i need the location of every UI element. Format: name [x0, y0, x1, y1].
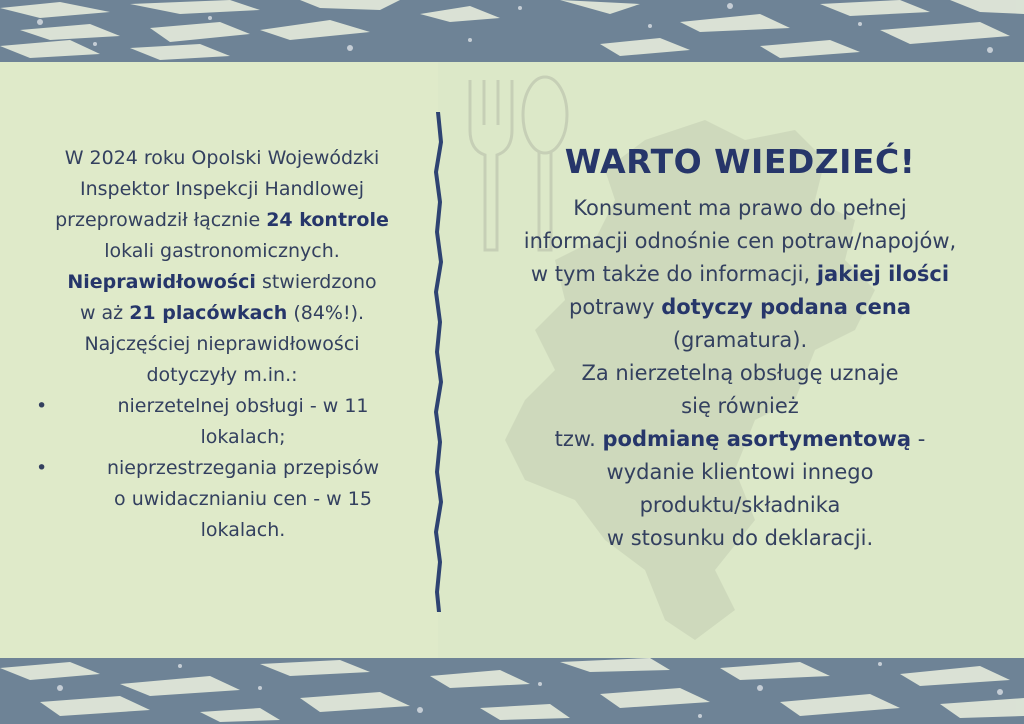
right-line-5: (gramatura). [672, 328, 808, 352]
left-line-2: Inspektor Inspekcji Handlowej [79, 178, 364, 200]
right-line-3: w tym także do informacji, jakiej ilości [530, 262, 950, 286]
right-line-11: w stosunku do deklaracji. [606, 526, 874, 550]
heading-warto-wiedziec: WARTO WIEDZIEĆ! [564, 142, 916, 181]
right-line-10: produktu/składnika [639, 493, 841, 517]
right-line-4: potrawy dotyczy podana cena [569, 295, 911, 319]
right-line-8: tzw. podmianę asortymentową - [554, 427, 926, 451]
kontrole-count: 24 kontrole [266, 209, 389, 231]
list-item: • nieprzestrzegania przepisów o uwidacznianiu cen - w 15 lokalach. [22, 453, 422, 546]
right-line-9: wydanie klientowi innego [606, 460, 874, 484]
left-line-6: w aż 21 placówkach (84%!). [79, 302, 365, 324]
top-grunge-band [0, 0, 1024, 62]
left-text-block [22, 143, 422, 546]
grunge-texture [0, 658, 1024, 724]
bottom-grunge-band [0, 658, 1024, 724]
placowki-count: 21 placówkach [129, 302, 288, 324]
nieprawidlowosci-label: Nieprawidłowości [67, 271, 256, 293]
left-line-5: Nieprawidłowości stwierdzono [67, 271, 377, 293]
left-line-4: lokali gastronomicznych. [104, 240, 340, 262]
right-line-2: informacji odnośnie cen potraw/napojów, [523, 229, 957, 253]
left-line-8: dotyczyły m.in.: [146, 364, 298, 386]
list-item: • nierzetelnej obsługi - w 11 lokalach; [22, 391, 422, 453]
findings-list [22, 391, 422, 546]
grunge-texture [0, 0, 1024, 62]
right-line-6: Za nierzetelną obsługę uznaje [581, 361, 899, 385]
left-line-3: przeprowadził łącznie 24 kontrole [55, 209, 389, 231]
right-line-7: się również [681, 394, 799, 418]
left-line-7: Najczęściej nieprawidłowości [84, 333, 360, 355]
left-line-1: W 2024 roku Opolski Wojewódzki [64, 147, 380, 169]
bullet-icon: • [36, 395, 48, 417]
bullet-icon: • [36, 457, 48, 479]
vertical-divider [428, 112, 448, 612]
right-text-block [462, 140, 1018, 555]
right-line-1: Konsument ma prawo do pełnej [573, 196, 907, 220]
